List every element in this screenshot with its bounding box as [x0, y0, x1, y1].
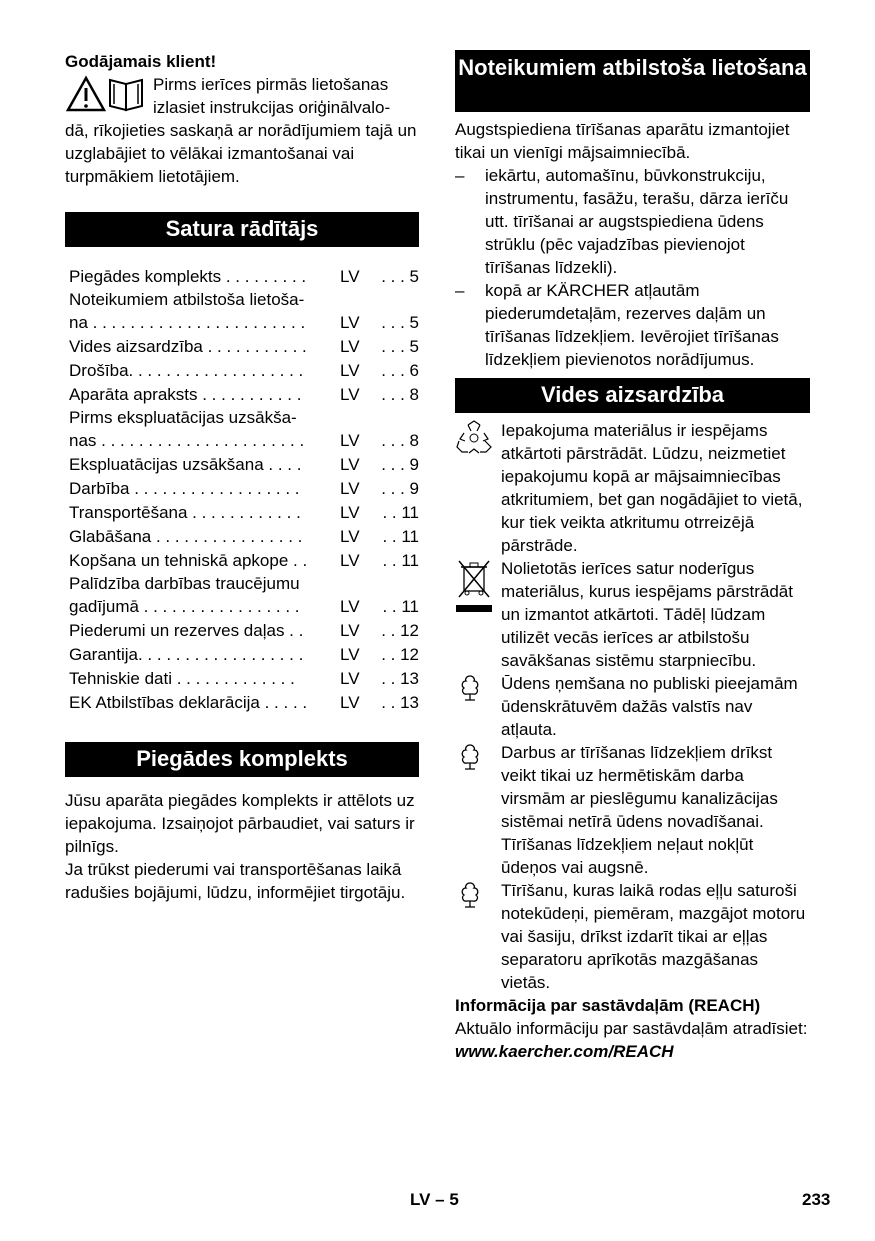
delivery-text-1: Jūsu aparāta piegādes komplekts ir attēlots uz iepakojuma. Izsaiņojot pārbaudiet, vai saturs ir pilnīgs. — [65, 791, 415, 856]
toc-entry[interactable]: Transportēšana . . . . . . . . . . . . LV . . 11 — [69, 503, 419, 522]
toc-entry[interactable]: Darbība . . . . . . . . . . . . . . . . . . LV . . . 9 — [69, 479, 419, 498]
intended-use-intro: Augstspiediena tīrīšanas aparātu izmantojiet tikai un vienīgi mājsaimniecībā. — [455, 120, 790, 162]
environment-heading: Vides aizsardzība — [455, 378, 810, 413]
warning-manual-icon — [65, 74, 147, 114]
table-of-contents — [65, 264, 419, 714]
left-column — [65, 50, 419, 904]
toc-entry[interactable]: Glabāšana . . . . . . . . . . . . . . . . LV . . 11 — [69, 527, 419, 546]
toc-entry[interactable]: Piederumi un rezerves daļas . . LV . . 12 — [69, 621, 419, 640]
dash-bullet: – — [455, 166, 465, 185]
toc-entry[interactable]: Pirms ekspluatācijas uzsākša- nas . . . . . . . . . . . . . . . . . . . . . . LV . . . 8 — [69, 408, 419, 450]
footer-page-number: 233 — [802, 1190, 831, 1209]
intro-section — [65, 50, 419, 188]
toc-entry[interactable]: Vides aizsardzība . . . . . . . . . . . LV . . . 5 — [69, 337, 419, 356]
toc-entry[interactable]: Piegādes komplekts . . . . . . . . . LV . . . 5 — [69, 267, 419, 286]
toc-entry[interactable]: Garantija. . . . . . . . . . . . . . . . . . LV . . 12 — [69, 645, 419, 664]
crossed-bin-icon — [455, 557, 501, 672]
intro-heading: Godājamais klient! — [65, 52, 217, 71]
env-item — [455, 879, 810, 994]
env-item — [455, 557, 810, 672]
intended-use-heading: Noteikumiem atbilstoša lietošana — [455, 50, 810, 112]
tree-icon — [455, 741, 501, 879]
right-column — [455, 50, 810, 1063]
intro-text: dā, rīkojieties saskaņā ar norādījumiem tajā un uzglabājiet to vēlākai izmantošanai vai turpmākiem lietotājiem. — [65, 121, 417, 186]
tree-icon — [455, 879, 501, 994]
env-text: Tīrīšanu, kuras laikā rodas eļļu saturoši notekūdeņi, piemēram, mazgājot motoru vai šasiju, drīkst izdarīt tikai ar eļļas separatoru aprīkotās mazgāšanas vietās. — [501, 881, 806, 992]
list-item-text: iekārtu, automašīnu, būvkonstrukciju, instrumentu, fasāžu, terašu, dārza ierīču utt. tīrīšanai ar augstspiediena ūdens strūklu (pēc vajadzības pievienojot tīrīšanas līdzekli). — [485, 166, 789, 277]
env-item — [455, 672, 810, 741]
env-text: Darbus ar tīrīšanas līdzekļiem drīkst veikt tikai uz hermētiskām darba virsmām ar pieslēgumu kanalizācijas sistēmai netīrā ūdens novadīšanai. Tīrīšanas līdzekļiem neļaut nokļūt ūdeņos vai augsnē. — [501, 743, 778, 877]
list-item — [455, 164, 810, 279]
reach-heading: Informācija par sastāvdaļām (REACH) — [455, 996, 761, 1015]
env-text: Ūdens ņemšana no publiski pieejamām ūdenskrātuvēm dažās valstīs nav atļauta. — [501, 674, 798, 739]
footer-section-label: LV – 5 — [410, 1190, 459, 1209]
toc-entry[interactable]: Aparāta apraksts . . . . . . . . . . . LV . . . 8 — [69, 385, 419, 404]
intro-line-1: Pirms ierīces pirmās lietošanas — [153, 75, 389, 94]
toc-heading: Satura rādītājs — [65, 212, 419, 247]
toc-entry[interactable]: Noteikumiem atbilstoša lietoša- na . . . . . . . . . . . . . . . . . . . . . . . LV . . . 5 — [69, 290, 419, 332]
toc-entry[interactable]: EK Atbilstības deklarācija . . . . . LV . . 13 — [69, 693, 419, 712]
toc-entry[interactable]: Tehniskie dati . . . . . . . . . . . . . LV . . 13 — [69, 669, 419, 688]
list-item — [455, 279, 810, 371]
env-item — [455, 741, 810, 879]
reach-text: Aktuālo informāciju par sastāvdaļām atradīsiet: — [455, 1019, 808, 1038]
env-text: Nolietotās ierīces satur noderīgus materiālus, kurus iespējams pārstrādāt un izmantot atkārtoti. Tādēļ lūdzam utilizēt vecās ierīces ar atbilstošu savākšanas sistēmu starpniecību. — [501, 559, 793, 670]
toc-entry[interactable]: Drošība. . . . . . . . . . . . . . . . . . . LV . . . 6 — [69, 361, 419, 380]
dash-bullet: – — [455, 281, 465, 300]
env-text: Iepakojuma materiālus ir iespējams atkārtoti pārstrādāt. Lūdzu, neizmetiet iepakojumu kopā ar mājsaimniecības atkritumiem, bet gan nogādājiet to vietā, kur tiek veikta atkritumu otrreizējā pārstrāde. — [501, 421, 803, 555]
delivery-heading: Piegādes komplekts — [65, 742, 419, 777]
toc-entry[interactable]: Ekspluatācijas uzsākšana . . . . LV . . . 9 — [69, 455, 419, 474]
toc-entry[interactable]: Palīdzība darbības traucējumu gadījumā . . . . . . . . . . . . . . . . . LV . . 11 — [69, 574, 419, 616]
recycle-icon — [455, 419, 501, 557]
reach-link[interactable]: www.kaercher.com/REACH — [455, 1042, 674, 1061]
delivery-text-2: Ja trūkst piederumi vai transportēšanas laikā radušies bojājumi, lūdzu, informējiet tirgotāju. — [65, 860, 406, 902]
intro-line-2: izlasiet instrukcijas oriģinālvalo- — [153, 98, 391, 117]
toc-entry[interactable]: Kopšana un tehniskā apkope . . LV . . 11 — [69, 551, 419, 570]
list-item-text: kopā ar KÄRCHER atļautām piederumdetaļām, rezerves daļām un tīrīšanas līdzekļiem. Ievērojiet tīrīšanas līdzekļiem pievienotos norādījumus. — [485, 281, 779, 369]
env-item — [455, 419, 810, 557]
tree-icon — [455, 672, 501, 741]
